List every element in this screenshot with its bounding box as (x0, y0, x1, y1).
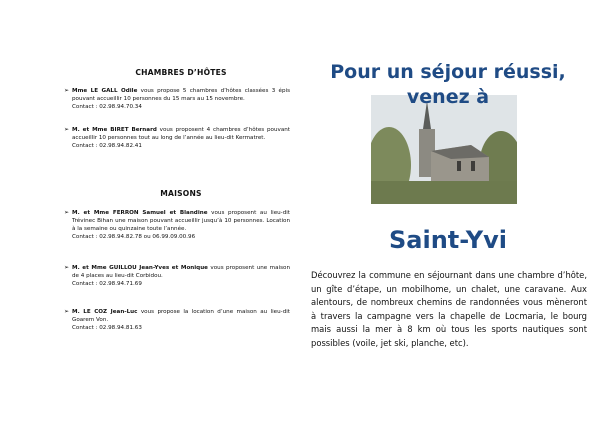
entry-name: M. et Mme BIRET Bernard (72, 127, 157, 133)
maison-entry-1 (64, 209, 290, 241)
entry-desc: vous proposent au lieu-dit Trévinec Bihan une maison pouvant accueillir jusqu’à 10 personnes. Location à la semaine ou quinzaine toute l’année. (72, 210, 290, 233)
headline-line-2: venez à (406, 86, 490, 108)
entry-name: M. et Mme GUILLOU Jean-Yves et Monique (72, 265, 208, 271)
entry-contact: Contact : 02.98.94.71.69 (72, 281, 142, 288)
chambres-title: CHAMBRES D’HÔTES (135, 68, 227, 77)
entry-text (72, 308, 290, 324)
entry-name: M. et Mme FERRON Samuel et Blandine (72, 210, 208, 216)
entry-contact: Contact : 02.98.94.82.41 (72, 143, 142, 150)
maisons-title: MAISONS (160, 189, 202, 198)
entry-contact: Contact : 02.98.94.81.63 (72, 325, 142, 332)
entry-name: M. LE COZ Jean-Luc (72, 309, 138, 315)
description-paragraph: Découvrez la commune en séjournant dans une chambre d’hôte, un gîte d’étape, un mobilhome, un chalet, une caravane. Aux alentours, de nombreux chemins de randonnées vous mèneront à travers la campagne vers la chapelle de Locmaria, le bourg mais aussi la mer à 8 km où tous les sports nautiques sont possibles (voile, jet ski, planche, etc). (311, 270, 587, 348)
entry-contact: Contact : 02.98.94.70.34 (72, 104, 142, 111)
bullet-icon: ➢ (64, 87, 70, 94)
entry-desc: vous propose la location d’une maison au lieu-dit Goarem Von. (72, 309, 290, 324)
bullet-icon: ➢ (64, 308, 70, 315)
entry-text (72, 209, 290, 233)
bullet-icon: ➢ (64, 126, 70, 133)
chapel-illustration (371, 95, 517, 204)
entry-desc: vous propose 5 chambres d’hôtes classées 3 épis pouvant accueillir 10 personnes du 15 mars au 15 novembre. (72, 88, 290, 103)
chambre-entry-2 (64, 126, 291, 150)
maison-entry-2 (64, 264, 290, 288)
chapel-photo (371, 95, 517, 204)
entry-contact: Contact : 02.98.94.82.78 ou 06.99.09.00.96 (72, 234, 196, 241)
entry-name: Mme LE GALL Odile (72, 88, 138, 94)
entry-desc: vous proposent 4 chambres d’hôtes pouvant accueillir 10 personnes tout au long de l’année au lieu-dit Kermatret. (72, 127, 291, 142)
entry-text (72, 87, 290, 103)
entry-text (72, 264, 290, 280)
entry-text (72, 126, 290, 142)
entry-desc: vous proposent une maison de 4 places au lieu-dit Corbidou. (72, 265, 290, 280)
maison-entry-3 (64, 308, 290, 332)
town-name: Saint-Yvi (389, 226, 507, 254)
headline-line-1: Pour un séjour réussi, (330, 61, 566, 83)
bullet-icon: ➢ (64, 209, 70, 216)
bullet-icon: ➢ (64, 264, 70, 271)
chambre-entry-1 (64, 87, 290, 111)
